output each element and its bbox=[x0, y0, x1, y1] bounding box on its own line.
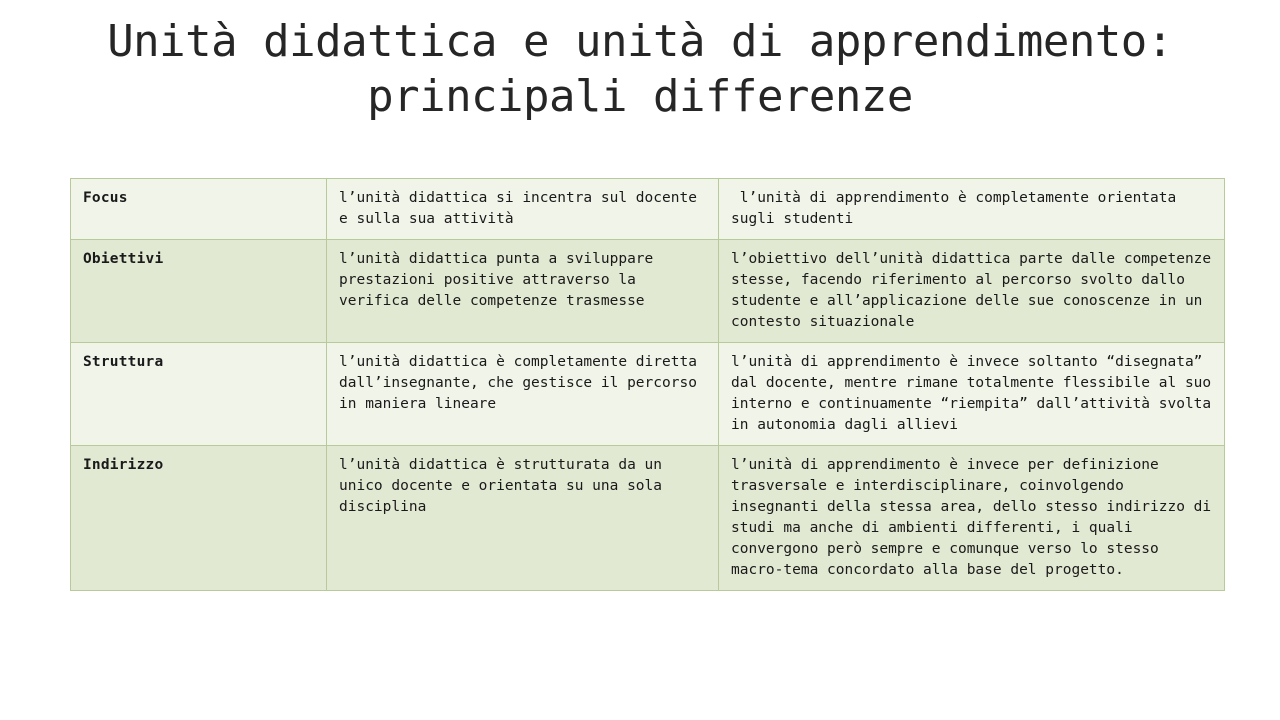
table-row bbox=[71, 179, 1225, 240]
row-struttura-apprendimento: l’unità di apprendimento è invece soltanto “disegnata” dal docente, mentre rimane totalmente flessibile al suo interno e continuamente “riempita” dall’attività svolta in autonomia dagli allievi bbox=[719, 343, 1225, 446]
comparison-table bbox=[70, 178, 1225, 591]
row-indirizzo-didattica: l’unità didattica è strutturata da un unico docente e orientata su una sola disciplina bbox=[327, 446, 719, 591]
table-row bbox=[71, 240, 1225, 343]
table-row bbox=[71, 446, 1225, 591]
row-label-obiettivi: Obiettivi bbox=[71, 240, 327, 343]
page-title: Unità didattica e unità di apprendimento: principali differenze bbox=[107, 16, 1173, 122]
row-obiettivi-didattica: l’unità didattica punta a sviluppare prestazioni positive attraverso la verifica delle competenze trasmesse bbox=[327, 240, 719, 343]
row-label-struttura: Struttura bbox=[71, 343, 327, 446]
row-label-indirizzo: Indirizzo bbox=[71, 446, 327, 591]
row-struttura-didattica: l’unità didattica è completamente diretta dall’insegnante, che gestisce il percorso in maniera lineare bbox=[327, 343, 719, 446]
row-obiettivi-apprendimento: l’obiettivo dell’unità didattica parte dalle competenze stesse, facendo riferimento al percorso svolto dallo studente e all’applicazione delle sue conoscenze in un contesto situazionale bbox=[719, 240, 1225, 343]
row-focus-didattica: l’unità didattica si incentra sul docente e sulla sua attività bbox=[327, 179, 719, 240]
row-focus-apprendimento: l’unità di apprendimento è completamente orientata sugli studenti bbox=[719, 179, 1225, 240]
comparison-table-container bbox=[70, 178, 1224, 591]
row-label-focus: Focus bbox=[71, 179, 327, 240]
table-row bbox=[71, 343, 1225, 446]
row-indirizzo-apprendimento: l’unità di apprendimento è invece per definizione trasversale e interdisciplinare, coinvolgendo insegnanti della stessa area, dello stesso indirizzo di studi ma anche di ambienti differenti, i quali convergono però sempre e comunque verso lo stesso macro-tema concordato alla base del progetto. bbox=[719, 446, 1225, 591]
